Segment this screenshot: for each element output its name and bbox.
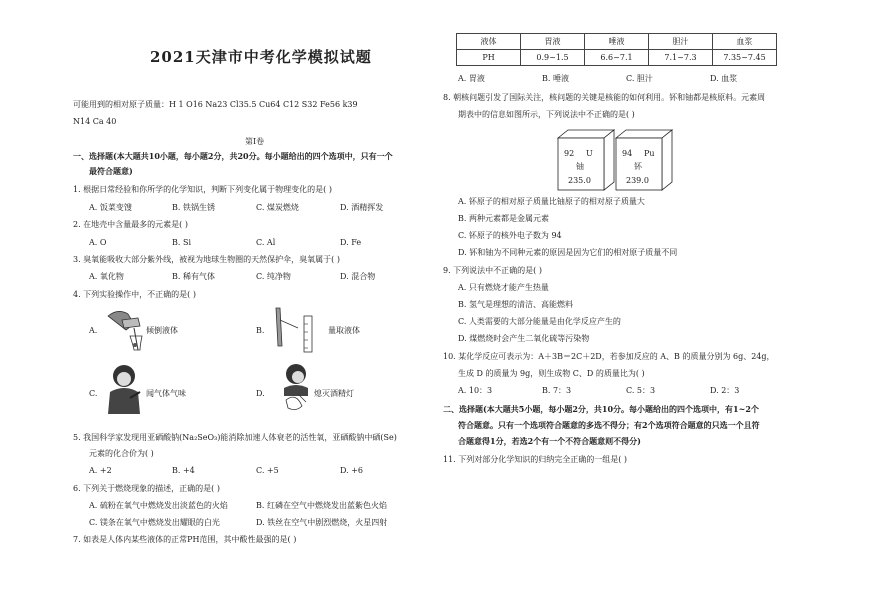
question-10-line-2: 生成 D 的质量为 9g，则生成物 C、D 的质量比为( ) — [458, 369, 645, 378]
pouring-liquid-illustration — [104, 306, 148, 352]
question-9: 9. 下列说法中不正确的是( ) — [443, 266, 542, 275]
question-2: 2. 在地壳中含量最多的元素是( ) — [73, 220, 188, 229]
table-cell: PH — [457, 50, 521, 66]
q7-option-c: C. 胆汁 — [626, 74, 653, 83]
question-11: 11. 下列对部分化学知识的归纳完全正确的一组是( ) — [443, 455, 628, 464]
q8-option-a: A. 钚原子的相对原子质量比铀原子的相对原子质量大 — [458, 197, 645, 206]
section2-instructions-2: 符合题意。只有一个选项符合题意的多选不得分；有2个选项符合题意的只选一个且符 — [458, 420, 760, 430]
page-title: 2021天津市中考化学模拟试题 — [150, 48, 372, 66]
question-1: 1. 根据日常经验和你所学的化学知识，判断下列变化属于物理变化的是( ) — [73, 185, 332, 194]
q8-option-b: B. 两种元素都是金属元素 — [458, 214, 549, 223]
section1-instructions-1: 一、选择题(本大题共10小题，每小题2分，共20分。每小题给出的四个选项中，只有一个 — [73, 151, 393, 161]
table-header-cell: 液体 — [457, 34, 521, 50]
q6-option-b: B. 红磷在空气中燃烧发出蓝紫色火焰 — [256, 501, 387, 510]
question-6: 6. 下列关于燃烧现象的描述，正确的是( ) — [73, 484, 220, 493]
question-5-line-1: 5. 我国科学家发现用亚硒酸钠(Na₂SeO₃)能消除加速人体衰老的活性氧，亚硒酸钠中硒(Se) — [73, 433, 397, 442]
q2-option-c: C. Al — [256, 238, 276, 247]
table-cell: 7.1~7.3 — [649, 50, 713, 66]
q8-option-c: C. 钚原子的核外电子数为 94 — [458, 231, 562, 240]
q2-option-d: D. Fe — [340, 238, 362, 247]
q4-option-a-label: 倾倒液体 — [146, 326, 178, 335]
section1-instructions-2: 最符合题意) — [89, 166, 133, 176]
plutonium-mass: 239.0 — [626, 176, 649, 185]
q3-option-b: B. 稀有气体 — [172, 272, 215, 281]
q1-option-a: A. 饭菜变馊 — [89, 203, 132, 212]
q6-option-a: A. 硫粉在氧气中燃烧发出淡蓝色的火焰 — [89, 501, 228, 510]
plutonium-number: 94 — [622, 149, 633, 158]
q5-option-c: C. +5 — [256, 466, 279, 475]
q4-option-b-label: 量取液体 — [328, 326, 360, 335]
table-header-cell: 胆汁 — [649, 34, 713, 50]
table-row — [457, 34, 777, 50]
q10-option-c: C. 5：3 — [626, 386, 656, 395]
q4-option-c-label: 闻气体气味 — [146, 389, 186, 398]
question-10-line-1: 10. 某化学反应可表示为：A＋3B＝2C＋2D，若参加反应的 A、B 的质量分别为 6g、24g， — [443, 352, 775, 361]
q5-option-d: D. +6 — [340, 466, 364, 475]
uranium-symbol: U — [586, 149, 593, 158]
ph-range-table — [456, 33, 777, 66]
question-7: 7. 如表是人体内某些液体的正常PH范围，其中酸性最强的是( ) — [73, 535, 297, 544]
q5-option-b: B. +4 — [172, 466, 195, 475]
q10-option-d: D. 2：3 — [710, 386, 740, 395]
table-row — [457, 50, 777, 66]
table-cell: 6.6~7.1 — [585, 50, 649, 66]
measuring-cylinder-illustration — [270, 306, 322, 356]
question-5-line-2: 元素的化合价为( ) — [89, 449, 154, 458]
q4-option-a-letter: A. — [89, 326, 98, 335]
table-header-cell: 血浆 — [713, 34, 777, 50]
q5-option-a: A. +2 — [89, 466, 112, 475]
q9-option-c: C. 人类需要的大部分能量是由化学反应产生的 — [458, 317, 621, 326]
q9-option-a: A. 只有燃烧才能产生热量 — [458, 283, 549, 292]
q4-option-b-letter: B. — [256, 326, 265, 335]
q8-option-d: D. 钚和铀为不同种元素的原因是因为它们的相对原子质量不同 — [458, 248, 678, 257]
question-8-line-2: 期表中的信息如图所示，下列说法中不正确的是( ) — [458, 110, 635, 119]
table-header-cell: 胃液 — [521, 34, 585, 50]
q10-option-b: B. 7：3 — [542, 386, 572, 395]
q7-option-a: A. 胃液 — [458, 74, 485, 83]
question-8-line-1: 8. 朝核问题引发了国际关注，核问题的关键是核能的如何利用。钚和铀都是核原料。元素周 — [443, 93, 766, 102]
table-cell: 0.9~1.5 — [521, 50, 585, 66]
q1-option-d: D. 酒精挥发 — [340, 203, 384, 212]
smelling-gas-illustration — [104, 362, 144, 414]
atomic-masses-2: N14 Ca 40 — [73, 117, 117, 126]
uranium-name: 铀 — [576, 162, 584, 171]
question-4: 4. 下列实验操作中，不正确的是( ) — [73, 290, 196, 299]
section2-instructions-1: 二、选择题(本大题共5小题，每小题2分，共10分。每小题给出的四个选项中，有1~2个 — [443, 404, 759, 414]
q6-option-d: D. 铁丝在空气中剧烈燃烧，火星四射 — [256, 518, 388, 527]
q3-option-a: A. 氧化物 — [89, 272, 124, 281]
section2-instructions-3: 合题意得1分，若选2个有一个不符合题意则不得分) — [458, 436, 641, 446]
plutonium-name: 钚 — [634, 162, 642, 171]
q4-option-d-letter: D. — [256, 389, 265, 398]
uranium-mass: 235.0 — [568, 176, 591, 185]
extinguishing-lamp-illustration — [276, 362, 316, 414]
q9-option-d: D. 煤燃烧时会产生二氧化硫等污染物 — [458, 334, 590, 343]
atomic-masses: 可能用到的相对原子质量：H 1 O16 Na23 Cl35.5 Cu64 C12 S32 Fe56 k39 — [73, 100, 358, 109]
q2-option-b: B. Si — [172, 238, 192, 247]
q10-option-a: A. 10：3 — [458, 386, 493, 395]
q1-option-c: C. 煤炭燃烧 — [256, 203, 299, 212]
q2-option-a: A. O — [89, 238, 107, 247]
q9-option-b: B. 氢气是理想的清洁、高能燃料 — [458, 300, 573, 309]
q7-option-d: D. 血浆 — [710, 74, 738, 83]
table-header-cell: 唾液 — [585, 34, 649, 50]
q3-option-d: D. 混合物 — [340, 272, 376, 281]
question-3: 3. 臭氧能吸收大部分紫外线，被视为地球生物圈的天然保护伞，臭氧属于( ) — [73, 255, 340, 264]
q6-option-c: C. 镁条在氧气中燃烧发出耀眼的白光 — [89, 518, 220, 527]
q4-option-c-letter: C. — [89, 389, 98, 398]
plutonium-symbol: Pu — [644, 149, 655, 158]
q3-option-c: C. 纯净物 — [256, 272, 291, 281]
q4-option-d-label: 熄灭酒精灯 — [314, 389, 354, 398]
uranium-number: 92 — [564, 149, 575, 158]
volume-heading: 第Ⅰ卷 — [245, 137, 265, 146]
table-cell: 7.35~7.45 — [713, 50, 777, 66]
q7-option-b: B. 唾液 — [542, 74, 569, 83]
q1-option-b: B. 铁锅生锈 — [172, 203, 215, 212]
